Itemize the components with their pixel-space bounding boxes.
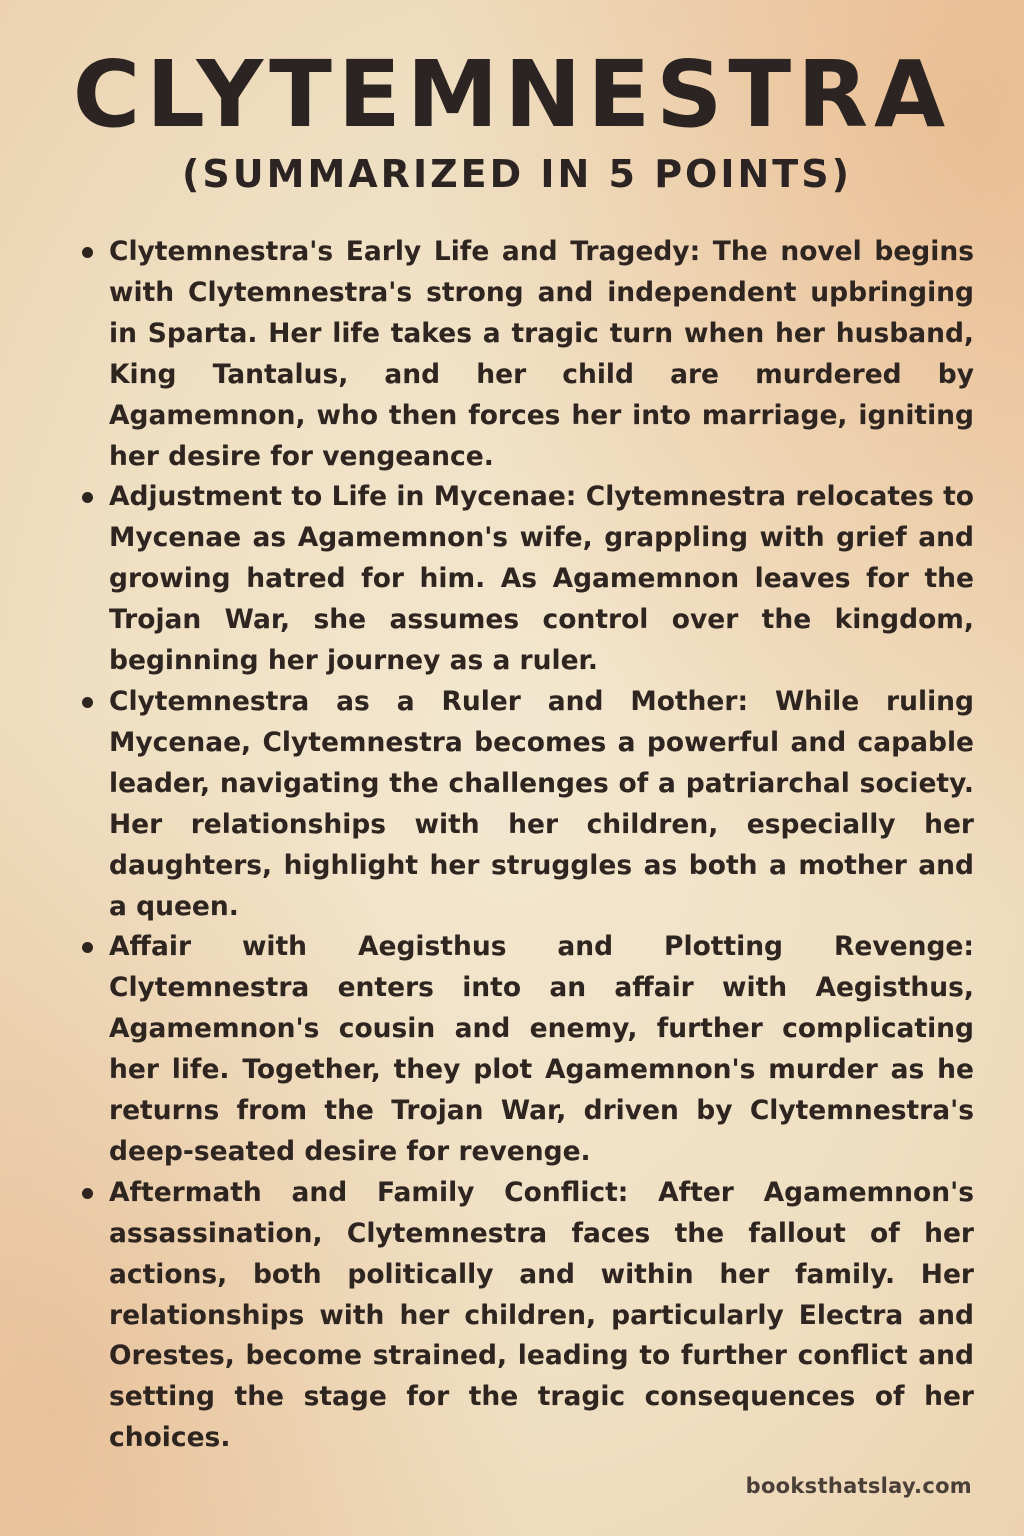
- bullet-icon: [82, 697, 93, 708]
- summary-point-4: [76, 927, 974, 1172]
- summary-point-text: Clytemnestra as a Ruler and Mother: While ruling Mycenae, Clytemnestra becomes a powerful and capable leader, navigating the challenges of a patriarchal society. Her relationships with her children, especially her daughters, highlight her struggles as both a mother and a queen.: [109, 685, 974, 922]
- summary-point-text: Adjustment to Life in Mycenae: Clytemnestra relocates to Mycenae as Agamemnon's wife, grappling with grief and growing hatred for him. As Agamemnon leaves for the Trojan War, she assumes control over the kingdom, beginning her journey as a ruler.: [109, 481, 974, 677]
- page-title: CLYTEMNESTRA: [72, 41, 952, 148]
- bullet-icon: [82, 942, 93, 953]
- summary-list: [76, 232, 974, 1459]
- summary-point-3: [76, 682, 974, 927]
- summary-point-text: Aftermath and Family Conflict: After Agamemnon's assassination, Clytemnestra faces the fallout of her actions, both politically and within her family. Her relationships with her children, particularly Electra and Orestes, become strained, leading to further conflict and setting the stage for the tragic consequences of her choices.: [109, 1176, 974, 1454]
- summary-point-2: [76, 477, 974, 682]
- bullet-icon: [82, 247, 93, 258]
- page-subtitle: (SUMMARIZED IN 5 POINTS): [182, 152, 852, 196]
- site-watermark: booksthatslay.com: [745, 1474, 972, 1498]
- bullet-icon: [82, 492, 93, 503]
- summary-point-text: Affair with Aegisthus and Plotting Revenge: Clytemnestra enters into an affair with Aegisthus, Agamemnon's cousin and enemy, further complicating her life. Together, they plot Agamemnon's murder as he returns from the Trojan War, driven by Clytemnestra's deep-seated desire for revenge.: [109, 931, 974, 1167]
- summary-point-5: [76, 1173, 974, 1459]
- summary-point-1: [76, 232, 974, 477]
- summary-point-text: Clytemnestra's Early Life and Tragedy: The novel begins with Clytemnestra's strong and independent upbringing in Sparta. Her life takes a tragic turn when her husband, King Tantalus, and her child are murdered by Agamemnon, who then forces her into marriage, igniting her desire for vengeance.: [109, 236, 974, 472]
- bullet-icon: [82, 1188, 93, 1199]
